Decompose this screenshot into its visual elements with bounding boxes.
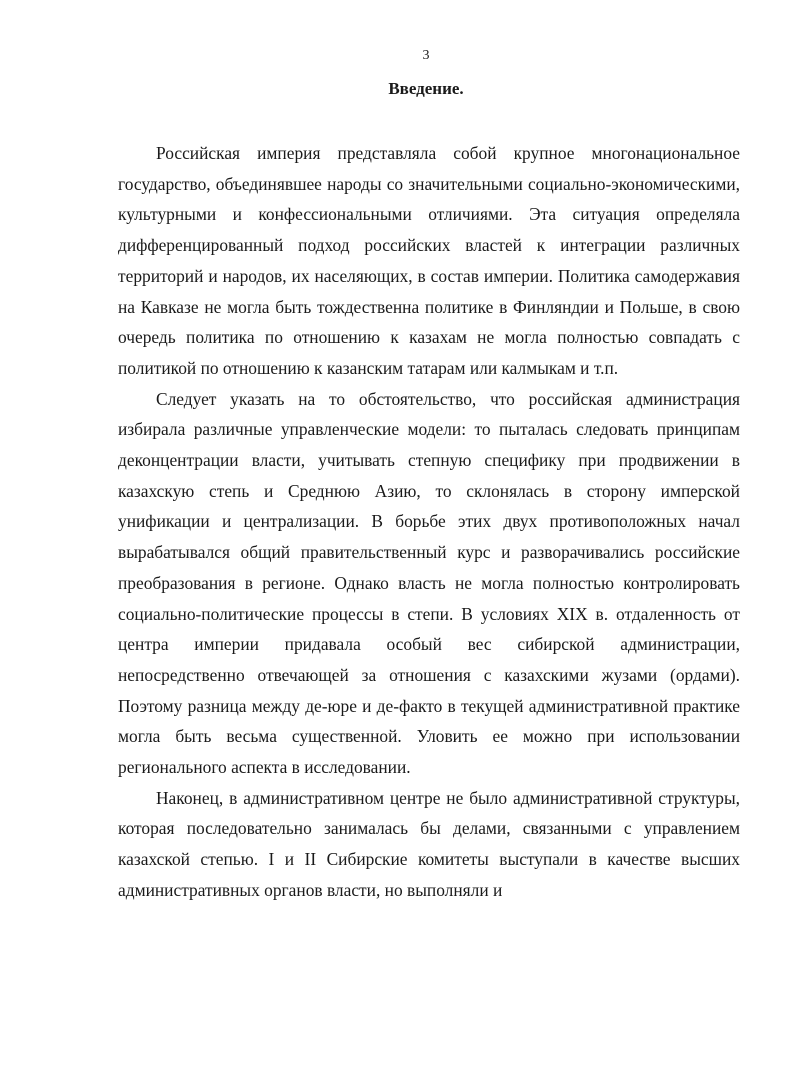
paragraph-1: Российская империя представляла собой крупное многонациональное государство, объединявшее народы со значительными социально-экономическими, культурными и конфессиональными отличиями. Эта ситуация определяла дифференцированный подход российских властей к интеграции различных территорий и народов, их населяющих, в состав империи. Политика самодержавия на Кавказе не могла быть тождественна политике в Финляндии и Польше, в свою очередь политика по отношению к казахам не могла полностью совпадать с политикой по отношению к казанским татарам или калмыкам и т.п.	[118, 143, 740, 378]
body-text	[118, 138, 740, 906]
paragraph-2: Следует указать на то обстоятельство, что российская администрация избирала различные управленческие модели: то пыталась следовать принципам деконцентрации власти, учитывать степную специфику при продвижении в казахскую степь и Среднюю Азию, то склонялась в сторону имперской унификации и централизации. В борьбе этих двух противоположных начал вырабатывался общий правительственный курс и разворачивались российские преобразования в регионе. Однако власть не могла полностью контролировать социально-политические процессы в степи. В условиях XIX в. отдаленность от центра империи придавала особый вес сибирской администрации, непосредственно отвечающей за отношения с казахскими жузами (ордами). Поэтому разница между де-юре и де-факто в текущей административной практике могла быть весьма существенной. Уловить ее можно при использовании регионального аспекта в исследовании.	[118, 388, 740, 778]
page-number: 3	[422, 48, 430, 63]
paragraph-3: Наконец, в административном центре не было административной структуры, которая последовательно занималась бы делами, связанными с управлением казахской степью. I и II Сибирские комитеты выступали в качестве высших административных органов власти, но выполняли и	[118, 787, 740, 900]
section-heading: Введение.	[388, 79, 464, 98]
